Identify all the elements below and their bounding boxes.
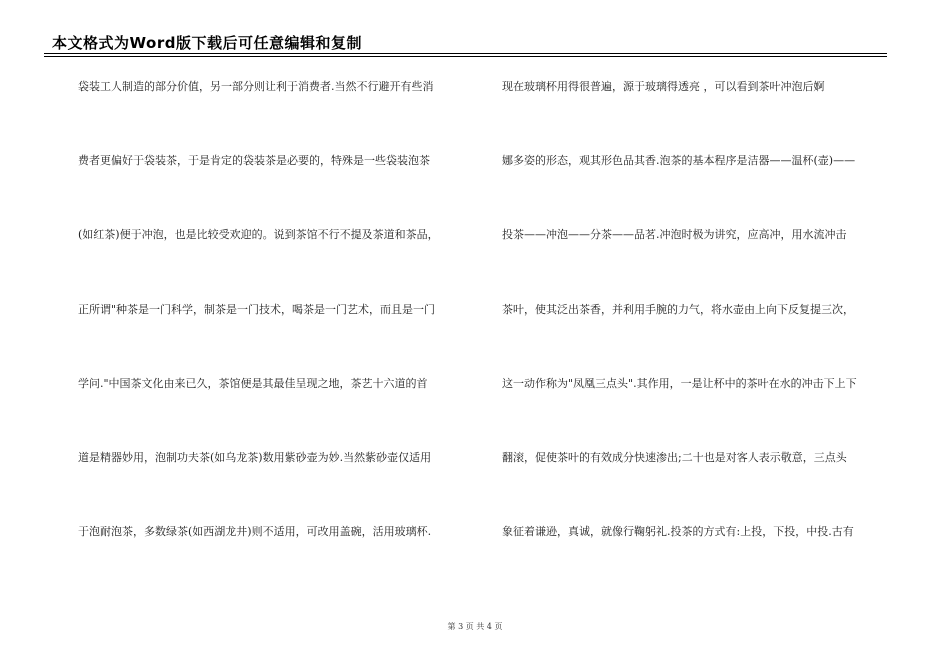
right-column <box>502 80 894 599</box>
right-line: 现在玻璃杯用得很普遍，源于玻璃得透亮 ，可以看到茶叶冲泡后婀 <box>502 80 825 93</box>
right-line: 娜多姿的形态，观其形色品其香.泡茶的基本程序是洁器——温杯(壶)—— <box>502 154 856 168</box>
left-line: 费者更偏好于袋装茶，于是肯定的袋装茶是必要的，特殊是一些袋装泡茶 <box>78 154 430 168</box>
left-line: (如红茶)便于冲泡，也是比较受欢迎的。说到茶馆不行不提及茶道和茶品， <box>78 228 439 242</box>
right-line: 象征着谦逊，真诚，就像行鞠躬礼.投茶的方式有:上投，下投，中投.古有 <box>502 525 854 539</box>
right-line: 这一动作称为"凤凰三点头".其作用，一是让杯中的茶叶在水的冲击下上下 <box>502 376 857 390</box>
header-rule-thick <box>44 53 887 54</box>
left-line: 袋装工人制造的部分价值，另一部分则让利于消费者.当然不行避开有些消 <box>78 80 434 93</box>
left-line: 正所谓"种茶是一门科学，制茶是一门技术，喝茶是一门艺术，而且是一门 <box>78 302 436 316</box>
right-line: 茶叶，使其泛出茶香，并利用手腕的力气，将水壶由上向下反复提三次， <box>502 302 854 316</box>
left-column <box>78 80 470 599</box>
left-line: 道是精器妙用，泡制功夫茶(如乌龙茶)数用紫砂壶为妙.当然紫砂壶仅适用 <box>78 450 432 464</box>
page-number-footer: 第 3 页 共 4 页 <box>447 622 503 631</box>
left-line: 于泡耐泡茶，多数绿茶(如西湖龙井)则不适用，可改用盖碗，活用玻璃杯. <box>78 525 432 539</box>
right-line: 翻滚，促使茶叶的有效成分快速渗出;二十也是对客人表示敬意，三点头 <box>502 450 847 464</box>
left-line: 学问."中国茶文化由来已久，茶馆便是其最佳呈现之地，茶艺十六道的首 <box>78 376 428 390</box>
header-rule-thin <box>44 56 887 57</box>
document-header-title: 本文格式为Word版下载后可任意编辑和复制 <box>52 34 362 52</box>
right-line: 投茶——冲泡——分茶——品茗.冲泡时极为讲究，应高冲，用水流冲击 <box>502 228 847 242</box>
